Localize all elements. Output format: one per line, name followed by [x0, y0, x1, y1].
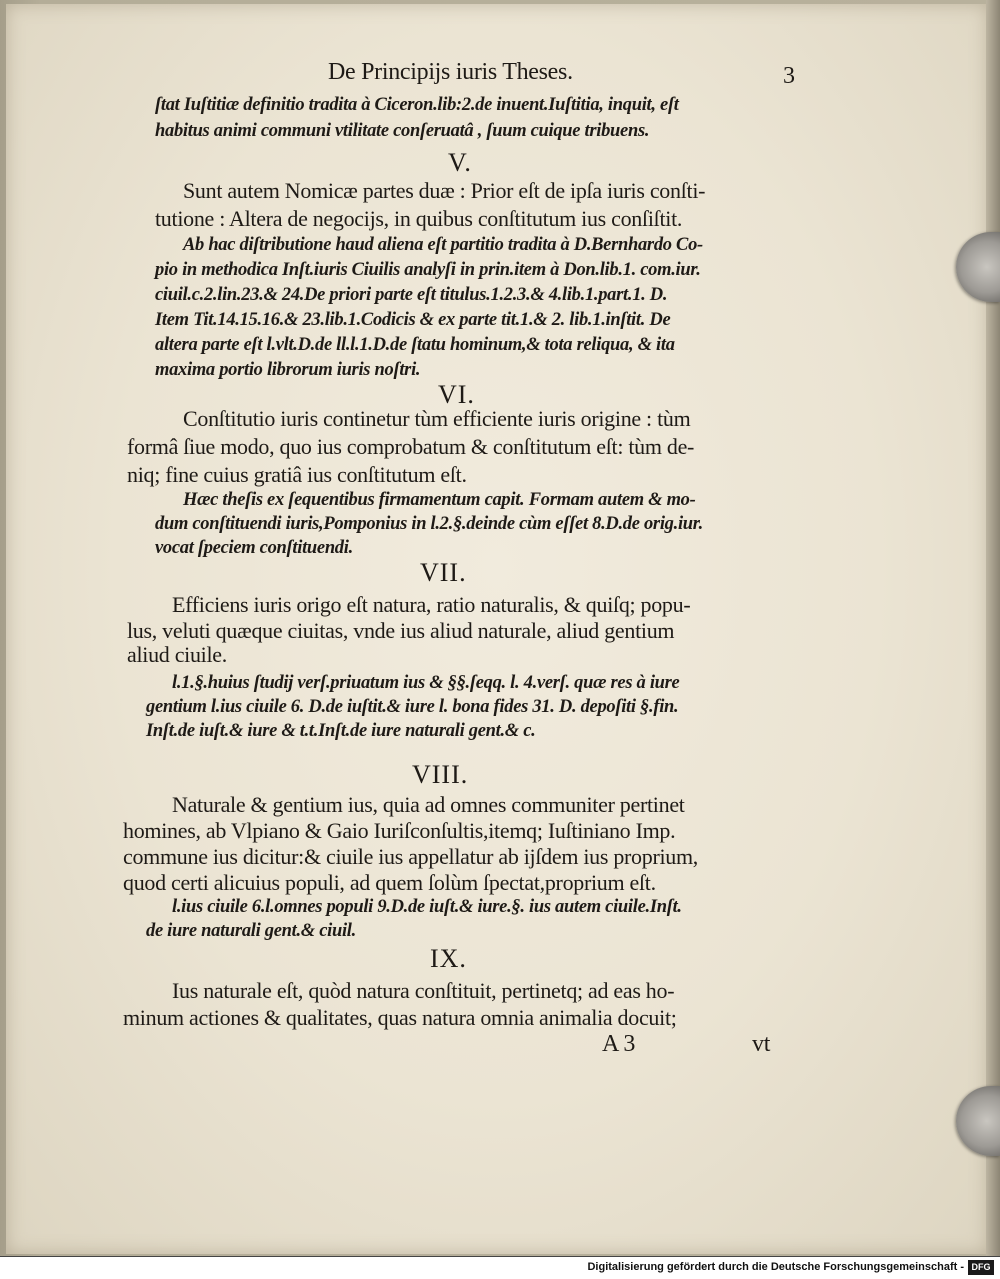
note-line: maxima portio librorum iuris noſtri. [155, 360, 421, 380]
note-line: l.1.§.huius ſtudij verſ.priuatum ius & §§.ſeqq. l. 4.verſ. quæ res à iure [172, 673, 680, 693]
text-line: Ius naturale eſt, quòd natura conſtituit, pertinetq; ad eas ho- [172, 978, 675, 1003]
note-line: Inſt.de iuſt.& iure & t.t.Inſt.de iure naturali gent.& c. [146, 721, 536, 741]
note-line: altera parte eſt l.vlt.D.de ll.l.1.D.de ſtatu hominum,& tota reliqua, & ita [155, 335, 675, 355]
note-line: Ab hac diſtributione haud aliena eſt partitio tradita à D.Bernhardo Co- [183, 235, 703, 255]
note-line: dum conſtituendi iuris,Pomponius in l.2.§.deinde cùm eſſet 8.D.de orig.iur. [155, 514, 703, 534]
text-line: Efficiens iuris origo eſt natura, ratio naturalis, & quiſq; popu- [172, 592, 691, 617]
note-line: pio in methodica Inſt.iuris Ciuilis analyſi in prin.item à Don.lib.1. com.iur. [155, 260, 701, 280]
note-line: gentium l.ius ciuile 6. D.de iuſtit.& iure l. bona fides 31. D. depoſiti §.fin. [146, 697, 679, 717]
text-line: niq; fine cuius gratiâ ius conſtitutum eſt. [127, 462, 467, 487]
digitization-footer [0, 1256, 1000, 1279]
text-line: Conſtitutio iuris continetur tùm efficiente iuris origine : tùm [183, 406, 691, 431]
text-line: aliud ciuile. [127, 642, 227, 667]
catchword: vt [752, 1031, 771, 1057]
footer-credit: Digitalisierung gefördert durch die Deutsche Forschungsgemeinschaft - [587, 1261, 964, 1273]
note-line: de iure naturali gent.& ciuil. [146, 921, 356, 941]
note-line: l.ius ciuile 6.l.omnes populi 9.D.de iuſt.& iure.§. ius autem ciuile.Inſt. [172, 897, 682, 917]
dfg-logo-icon: DFG [968, 1260, 994, 1275]
text-line: Naturale & gentium ius, quia ad omnes communiter pertinet [172, 792, 685, 817]
note-line: vocat ſpeciem conſtituendi. [155, 538, 353, 558]
text-line: habitus animi communi vtilitate conſeruatâ , ſuum cuique tribuens. [155, 121, 650, 141]
text-line: ſtat Iuſtitiæ definitio tradita à Ciceron.lib:2.de inuent.Iuſtitia, inquit, eſt [155, 95, 679, 115]
text-line: minum actiones & qualitates, quas natura omnia animalia docuit; [123, 1005, 677, 1030]
text-line: tutione : Altera de negocijs, in quibus conſtitutum ius conſiſtit. [155, 206, 683, 231]
thesis-number: VI. [438, 380, 475, 409]
note-line: Hæc theſis ex ſequentibus firmamentum capit. Formam autem & mo- [183, 490, 696, 510]
text-line: quod certi alicuius populi, ad quem ſolùm ſpectat,proprium eſt. [123, 870, 656, 895]
thesis-number: V. [448, 148, 472, 177]
signature-mark: A 3 [602, 1031, 636, 1057]
thesis-number: IX. [430, 944, 467, 973]
text-line: formâ ſiue modo, quo ius comprobatum & conſtitutum eſt: tùm de- [127, 434, 695, 459]
text-line: homines, ab Vlpiano & Gaio Iuriſconſultis,itemq; Iuſtiniano Imp. [123, 818, 676, 843]
thesis-number: VII. [420, 558, 467, 587]
text-line: commune ius dicitur:& ciuile ius appellatur ab ijſdem ius proprium, [123, 844, 699, 869]
text-line: Sunt autem Nomicæ partes duæ : Prior eſt de ipſa iuris conſti- [183, 178, 706, 203]
thesis-number: VIII. [412, 760, 469, 789]
running-head: De Principijs iuris Theses. [328, 59, 573, 85]
page-number: 3 [783, 63, 795, 89]
note-line: Item Tit.14.15.16.& 23.lib.1.Codicis & ex parte tit.1.& 2. lib.1.inſtit. De [155, 310, 671, 330]
text-line: lus, veluti quæque ciuitas, vnde ius aliud naturale, aliud gentium [127, 618, 675, 643]
note-line: ciuil.c.2.lin.23.& 24.De priori parte eſt titulus.1.2.3.& 4.lib.1.part.1. D. [155, 285, 668, 305]
